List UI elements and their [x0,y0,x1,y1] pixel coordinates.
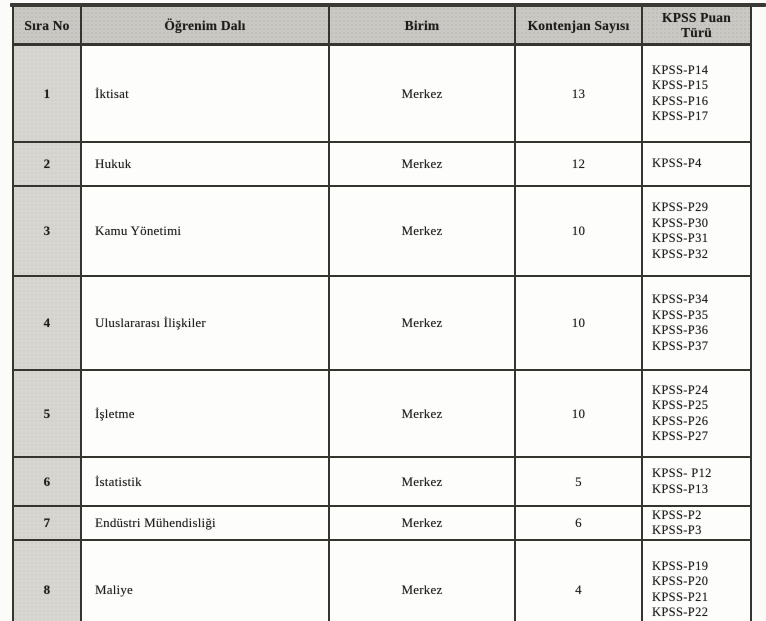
birim-value: Merkez [401,405,443,421]
sira-no-value: 6 [43,473,51,489]
cell-kpss-puan [643,541,750,621]
kpss-code: KPSS-P25 [652,398,709,412]
kontenjan-value: 12 [571,156,586,171]
cell-sira-no [14,541,82,621]
ogrenim-dali-value: İktisat [95,85,129,101]
table-row [14,458,750,507]
kpss-code: KPSS-P15 [652,78,709,92]
sira-no-value: 8 [43,581,51,597]
cell-sira-no [14,458,82,507]
ogrenim-dali-value: Kamu Yönetimi [95,223,182,238]
column-header-label: KPSS Puan Türü [662,10,731,40]
kpss-code: KPSS-P31 [652,231,709,245]
kpss-code: KPSS-P3 [652,523,702,537]
birim-value: Merkez [401,223,443,238]
column-header-label: Öğrenim Dalı [164,17,246,33]
cell-kontenjan [516,371,643,458]
column-header-label: Sıra No [24,17,70,33]
kpss-code: KPSS-P26 [652,413,709,428]
cell-kpss-puan [643,277,750,371]
table-row [14,541,750,621]
ogrenim-dali-value: Hukuk [95,156,132,171]
column-header-sira-no [14,7,82,46]
cell-kontenjan [516,541,643,621]
table-row [14,46,750,143]
kpss-code: KPSS-P34 [652,292,709,306]
birim-value: Merkez [401,581,443,597]
kpss-code: KPSS-P32 [652,246,709,261]
cell-kpss-puan [643,187,750,277]
cell-sira-no [14,46,82,143]
ogrenim-dali-value: Maliye [95,581,134,597]
cell-kontenjan [516,507,643,541]
birim-value: Merkez [401,85,443,101]
table-row [14,277,750,371]
cell-ogrenim-dali [82,458,330,507]
column-header-label: Kontenjan Sayısı [527,17,630,33]
cell-kontenjan [516,458,643,507]
cell-birim [330,143,516,187]
column-header-label: Birim [404,17,440,33]
kontenjan-value: 10 [571,315,586,330]
ogrenim-dali-value: İşletme [95,405,135,421]
kpss-code: KPSS- P12 [652,466,712,480]
kpss-code: KPSS-P30 [652,215,709,230]
cell-kontenjan [516,143,643,187]
column-header-birim [330,7,516,46]
kpss-code: KPSS-P35 [652,307,709,322]
cell-birim [330,277,516,371]
cell-sira-no [14,371,82,458]
kpss-code: KPSS-P4 [652,156,702,171]
cell-ogrenim-dali [82,541,330,621]
sira-no-value: 2 [43,156,51,171]
cell-kontenjan [516,187,643,277]
column-header-kpss-puan [643,7,750,46]
kpss-code: KPSS-P24 [652,382,709,397]
kpss-code: KPSS-P13 [652,481,709,496]
cell-kontenjan [516,277,643,371]
cell-sira-no [14,277,82,371]
sira-no-value: 7 [43,515,51,530]
kontenjan-value: 13 [571,85,586,101]
table-row [14,507,750,541]
sira-no-value: 4 [43,315,51,330]
birim-value: Merkez [401,473,443,489]
kpss-code: KPSS-P17 [652,109,709,123]
table-header-row [14,7,750,46]
kpss-code: KPSS-P29 [652,200,709,214]
cell-ogrenim-dali [82,143,330,187]
cell-ogrenim-dali [82,46,330,143]
cell-kpss-puan [643,46,750,143]
cell-kontenjan [516,46,643,143]
kpss-code: KPSS-P27 [652,429,709,443]
table-row [14,187,750,277]
kpss-code: KPSS-P14 [652,62,709,77]
kpss-code: KPSS-P37 [652,338,709,353]
cell-ogrenim-dali [82,187,330,277]
ogrenim-dali-value: Uluslararası İlişkiler [95,315,206,330]
cell-birim [330,371,516,458]
kpss-code: KPSS-P19 [652,558,709,573]
ogrenim-dali-value: İstatistik [95,473,142,489]
kontenjan-value: 5 [575,473,582,489]
kpss-quota-table [12,7,752,621]
cell-birim [330,507,516,541]
cell-sira-no [14,143,82,187]
column-header-ogrenim-dali [82,7,330,46]
cell-ogrenim-dali [82,371,330,458]
kontenjan-value: 10 [571,405,586,421]
kpss-code: KPSS-P2 [652,507,702,522]
cell-kpss-puan [643,458,750,507]
cell-ogrenim-dali [82,277,330,371]
cell-birim [330,187,516,277]
cell-birim [330,458,516,507]
birim-value: Merkez [401,515,443,530]
birim-value: Merkez [401,156,443,171]
cell-ogrenim-dali [82,507,330,541]
kpss-code: KPSS-P21 [652,589,709,604]
column-header-kontenjan [516,7,643,46]
kontenjan-value: 4 [575,581,582,597]
kontenjan-value: 6 [575,515,582,530]
cell-birim [330,541,516,621]
kpss-code: KPSS-P36 [652,323,709,337]
cell-sira-no [14,507,82,541]
kpss-code: KPSS-P20 [652,574,709,588]
cell-kpss-puan [643,507,750,541]
cell-kpss-puan [643,371,750,458]
table-row [14,371,750,458]
sira-no-value: 1 [43,85,51,101]
ogrenim-dali-value: Endüstri Mühendisliği [95,515,216,530]
kontenjan-value: 10 [571,223,586,238]
cell-sira-no [14,187,82,277]
cell-birim [330,46,516,143]
cell-kpss-puan [643,143,750,187]
kpss-code: KPSS-P16 [652,93,709,108]
kpss-code: KPSS-P22 [652,605,709,619]
table-row [14,143,750,187]
sira-no-value: 3 [43,223,51,238]
sira-no-value: 5 [43,405,51,421]
table-body [14,46,750,621]
birim-value: Merkez [401,315,443,330]
